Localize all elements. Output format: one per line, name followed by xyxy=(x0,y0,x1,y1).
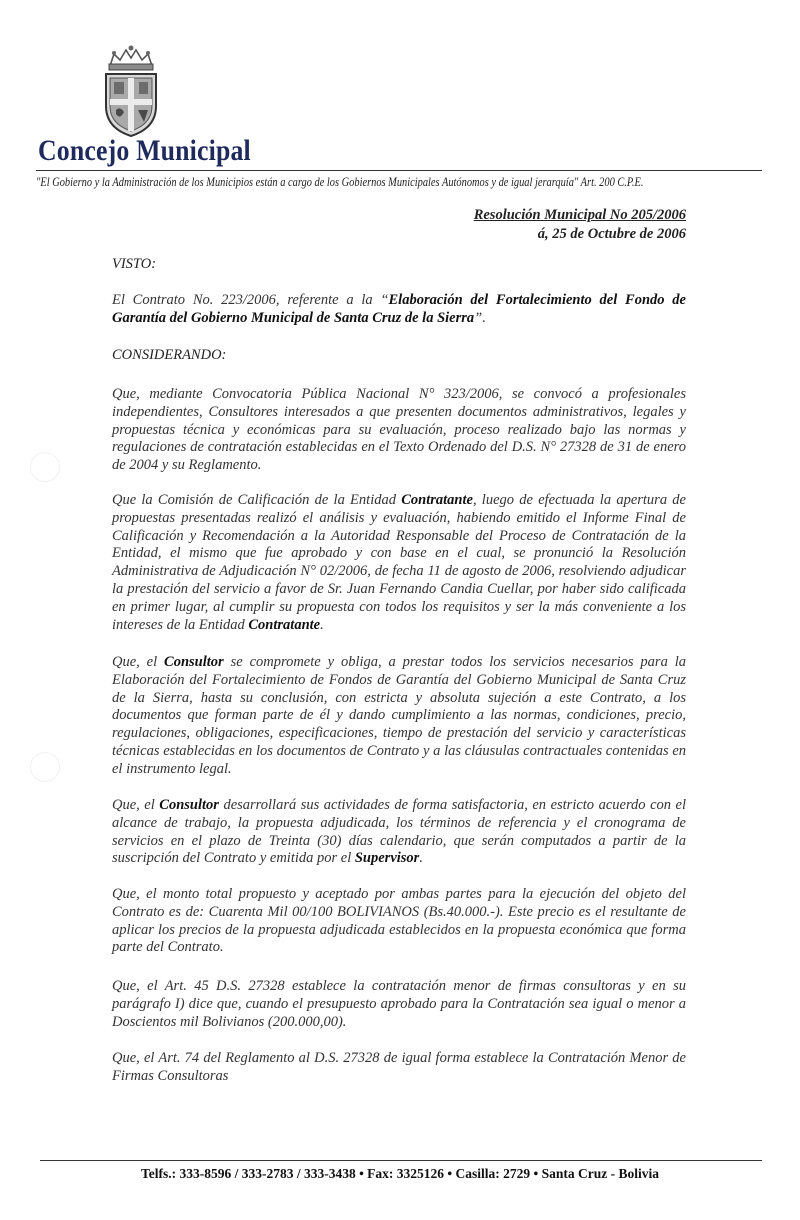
considerando-paragraph-3 xyxy=(112,654,686,779)
considerando-paragraph-1: Que, mediante Convocatoria Pública Nacional N° 323/2006, se convocó a profesionales independientes, Consultores interesados a que presenten documentos administrativos, legales y propuestas técnica y económicas para su evaluación, proceso realizado bajo las normas y regulaciones de contratación establecidas en el Texto Ordenado del D.S. N° 27328 de 31 de enero de 2004 y su Reglamento. xyxy=(112,386,686,474)
bold-term: Consultor xyxy=(164,654,224,670)
bold-term: Contratante xyxy=(401,492,473,508)
text-run: El Contrato No. 223/2006, referente a la “ xyxy=(112,292,389,308)
bold-term: Consultor xyxy=(159,797,219,813)
considerando-paragraph-2 xyxy=(112,492,686,634)
considerando-label: CONSIDERANDO: xyxy=(112,347,227,363)
contract-title: Elaboración del Fortalecimiento del Fondo de Garantía del Gobierno Municipal de Santa Cruz de la Sierra xyxy=(112,292,686,326)
visto-paragraph xyxy=(112,292,686,328)
header-divider xyxy=(36,170,762,171)
text-run: ”. xyxy=(474,309,486,326)
considerando-paragraph-7: Que, el Art. 74 del Reglamento al D.S. 27328 de igual forma establece la Contratación Menor de Firmas Consultoras xyxy=(112,1050,686,1084)
text-run: desarrollará sus actividades de forma satisfactoria, en estricto acuerdo con el alcance de trabajo, la propuesta adjudicada, los términos de referencia y el cronograma de servicios en el plazo de Treinta (30) días calendario, que serán computados a partir de la suscripción del Contrato y emitida por el xyxy=(112,797,686,867)
bold-term: Contratante xyxy=(248,616,321,633)
header-motto: "El Gobierno y la Administración de los Municipios están a cargo de los Gobiernos Municipales Autónomos y de igual jerarquía" Art. 200 C.P.E. xyxy=(36,174,644,189)
punch-hole-mark xyxy=(30,752,60,782)
considerando-paragraph-6: Que, el Art. 45 D.S. 27328 establece la contratación menor de firmas consultoras y en su parágrafo I) dice que, cuando el presupuesto aprobado para la Contratación sea igual o menor a Doscientos mil Bolivianos (200.000,00). xyxy=(112,978,686,1030)
text-run: . xyxy=(320,616,324,633)
visto-label: VISTO: xyxy=(112,256,157,272)
resolution-date: á, 25 de Octubre de 2006 xyxy=(537,226,686,242)
organization-name: Concejo Municipal xyxy=(38,134,251,167)
coat-of-arms-icon xyxy=(100,44,162,138)
footer-contact: Telfs.: 333-8596 / 333-2783 / 333-3438 • Fax: 3325126 • Casilla: 2729 • Santa Cruz - Bolivia xyxy=(140,1166,660,1181)
considerando-paragraph-4 xyxy=(112,797,686,868)
punch-hole-mark xyxy=(30,452,60,482)
text-run: , luego de efectuada la apertura de propuestas presentadas realizó el análisis y evaluación, habiendo emitido el Informe Final de Calificación y Recomendación a la Autoridad Responsable del Proceso de Contratación de la Entidad, el mismo que fue aprobado y con base en el cual, se pronunció la Resolución Administrativa de Adjudicación N° 02/2006, de fecha 11 de agosto de 2006, resolviendo adjudicar la prestación del servicio a favor de Sr. Juan Fernando Candia Cuellar, por haber sido calificada en primer lugar, al cumplir su propuesta con todos los requisitos y ser la más conveniente a los intereses de la Entidad xyxy=(112,492,686,633)
text-run: Que la Comisión de Calificación de la Entidad xyxy=(112,492,402,508)
considerando-paragraph-5: Que, el monto total propuesto y aceptado por ambas partes para la ejecución del objeto del Contrato es de: Cuarenta Mil 00/100 BOLIVIANOS (Bs.40.000.-). Este precio es el resultante de aplicar los precios de la propuesta adjudicada establecidos en la propuesta económica que forma parte del Contrato. xyxy=(112,886,686,956)
text-run: Que, el xyxy=(112,797,160,813)
text-run: Que, el xyxy=(112,654,165,670)
text-run: se compromete y obliga, a prestar todos los servicios necesarios para la Elaboración del Fortalecimiento de Fondos de Garantía del Gobierno Municipal de Santa Cruz de la Sierra, hasta su conclusión, con estricta y absoluta sujeción a este Contrato, a los documentos que forman parte de él y dando cumplimiento a las normas, condiciones, precio, regulaciones, obligaciones, especificaciones, tiempo de prestación del servicio y características técnicas establecidas en los documentos de Contrato y a las cláusulas contractuales contenidas en el instrumento legal. xyxy=(112,654,686,777)
resolution-title: Resolución Municipal No 205/2006 xyxy=(473,207,686,223)
resolution-block xyxy=(474,206,686,244)
bold-term: Supervisor xyxy=(354,850,420,867)
footer-divider xyxy=(40,1160,762,1161)
text-run: . xyxy=(419,850,423,867)
